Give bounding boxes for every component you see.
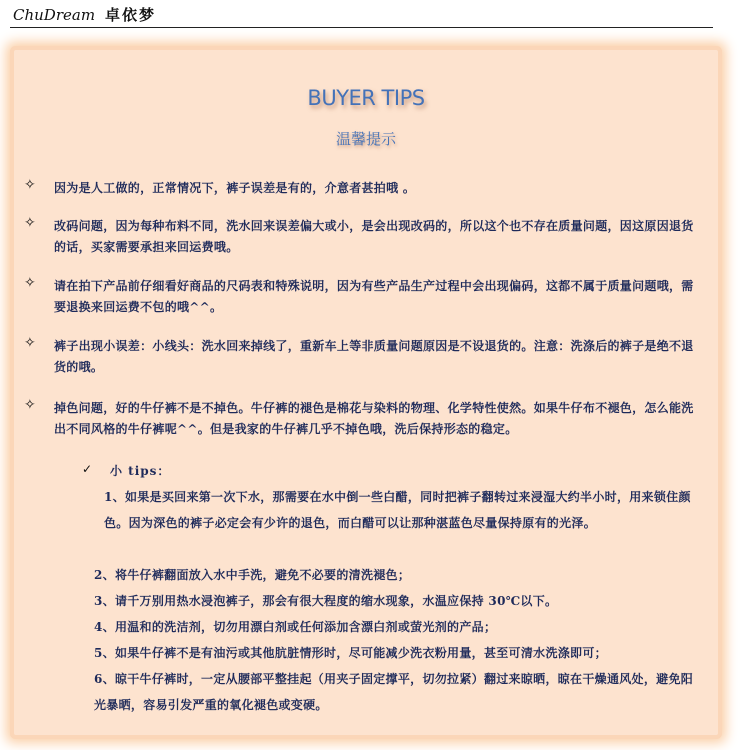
tip-text: 改码问题，因为每种布料不同，洗水回来误差偏大或小，是会出现改码的，所以这个也不存在质量问题，因这原因退货的话，买家需要承担来回运费哦。 — [54, 219, 694, 254]
diamond-bullet-icon: ✧ — [24, 215, 36, 231]
header-bar — [10, 0, 713, 28]
check-mark-icon: ✓ — [82, 462, 93, 476]
tip-text: 裤子出现小误差：小线头：洗水回来掉线了，重新车上等非质量问题原因是不设退货的。注意：洗涤后的裤子是绝不退货的哦。 — [54, 339, 694, 374]
care-step: 3、请千万别用热水浸泡裤子，那会有很大程度的缩水现象，水温应保持 30℃以下。 — [94, 594, 558, 608]
brand-name-en: ChuDream — [13, 6, 96, 24]
diamond-bullet-icon: ✧ — [24, 335, 36, 351]
tip-text: 因为是人工做的，正常情况下，裤子误差是有的，介意者甚拍哦 。 — [54, 181, 416, 195]
diamond-bullet-icon: ✧ — [24, 275, 36, 291]
care-step: 6、晾干牛仔裤时，一定从腰部平整挂起（用夹子固定撑平，切勿拉紧）翻过来晾晒，晾在干燥通风处，避免阳光暴晒，容易引发严重的氧化褪色或变硬。 — [94, 672, 694, 712]
diamond-bullet-icon: ✧ — [24, 177, 36, 193]
brand-logo — [13, 4, 156, 25]
tip-text: 掉色问题，好的牛仔裤不是不掉色。牛仔裤的褪色是棉花与染料的物理、化学特性使然。如果牛仔布不褪色，怎么能洗出不同风格的牛仔裤呢^^。但是我家的牛仔裤几乎不掉色哦，洗后保持形态的稳定。 — [54, 401, 694, 436]
care-step: 5、如果牛仔裤不是有油污或其他肮脏情形时，尽可能减少洗衣粉用量，甚至可清水洗涤即可； — [94, 646, 607, 660]
care-step: 2、将牛仔裤翻面放入水中手洗，避免不必要的清洗褪色； — [94, 568, 411, 582]
buyer-tips-panel — [14, 50, 718, 735]
brand-name-cn: 卓依梦 — [105, 6, 157, 24]
small-tips-heading: 小 tips： — [110, 464, 171, 478]
diamond-bullet-icon: ✧ — [24, 397, 36, 413]
care-step: 4、用温和的洗洁剂，切勿用漂白剂或任何添加含漂白剂或萤光剂的产品； — [94, 620, 497, 634]
care-step: 1、如果是买回来第一次下水，那需要在水中倒一些白醋，同时把裤子翻转过来浸湿大约半小时，用来锁住颜色。因为深色的裤子必定会有少许的退色，而白醋可以让那种湛蓝色尽量保持原有的光泽。 — [104, 490, 691, 530]
tip-text: 请在拍下产品前仔细看好商品的尺码表和特殊说明，因为有些产品生产过程中会出现偏码，这都不属于质量问题哦，需要退换来回运费不包的哦^^。 — [54, 279, 694, 314]
panel-title: BUYER TIPS — [307, 86, 425, 110]
panel-subtitle: 温馨提示 — [335, 130, 396, 148]
